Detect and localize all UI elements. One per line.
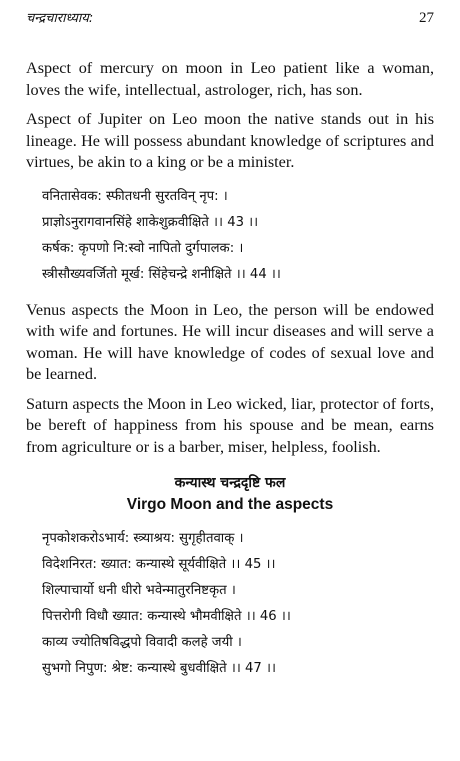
verse-line: विदेशनिरत: ख्यात: कन्यास्थे सूर्यवीक्षिते ।। 45 ।।	[42, 557, 276, 572]
verse-line: काव्य ज्योतिषविद्धपो विवादी कलहे जयी ।	[42, 635, 242, 650]
verse-line: वनितासेवक: स्फीतधनी सुरतविन् नृप: ।	[42, 188, 228, 204]
verse-line: प्राज्ञोऽनुरागवानसिंहे शाकेशुक्रवीक्षिते ।। 43 ।।	[42, 214, 259, 230]
verse-block-43-44	[42, 184, 434, 288]
section-title-sanskrit: कन्यास्थ चन्द्रदृष्टि फल	[174, 475, 286, 491]
paragraph-venus-aspect: Venus aspects the Moon in Leo, the person will be endowed with wife and fortunes. He will incur diseases and will serve a woman. He will have knowledge of codes of sexual love and be learned.	[26, 300, 434, 383]
section-title-english: Virgo Moon and the aspects	[126, 496, 334, 513]
page-content	[26, 58, 434, 694]
section-heading	[26, 472, 434, 516]
verse-block-45-47	[42, 526, 434, 682]
paragraph-mercury-aspect: Aspect of mercury on moon in Leo patient like a woman, loves the wife, intellectual, astrologer, rich, has son.	[26, 59, 434, 99]
verse-line: स्त्रीसौख्यवर्जितो मूर्ख: सिंहेचन्द्रे शनीक्षिते ।। 44 ।।	[42, 266, 281, 282]
verse-line: नृपकोशकरोऽभार्य: स्त्र्याश्रय: सुगृहीतवाक् ।	[42, 531, 244, 546]
verse-line: सुभगो निपुण: श्रेष्ट: कन्यास्थे बुधवीक्षिते ।। 47 ।।	[42, 661, 276, 676]
paragraph-jupiter-aspect: Aspect of Jupiter on Leo moon the native stands out in his lineage. He will possess abundant knowledge of scriptures and virtues, be akin to a king or be a minister.	[26, 110, 434, 171]
paragraph-saturn-aspect: Saturn aspects the Moon in Leo wicked, liar, protector of forts, be bereft of happiness from his spouse and be mean, earns from agriculture or is a barber, miser, helpless, foolish.	[26, 394, 434, 456]
page-header	[26, 8, 434, 32]
verse-line: कर्षक: कृपणो नि:स्वो नापितो दुर्गपालक: ।	[42, 240, 244, 256]
page-number: 27	[419, 10, 434, 26]
verse-line: पित्तरोगी विधौ ख्यात: कन्यास्थे भौमवीक्षिते ।। 46 ।।	[42, 609, 291, 624]
verse-line: शिल्पाचार्यो धनी धीरो भवेन्मातुरनिष्टकृत ।	[42, 583, 236, 598]
running-title: चन्द्रचाराध्याय:	[26, 11, 94, 26]
